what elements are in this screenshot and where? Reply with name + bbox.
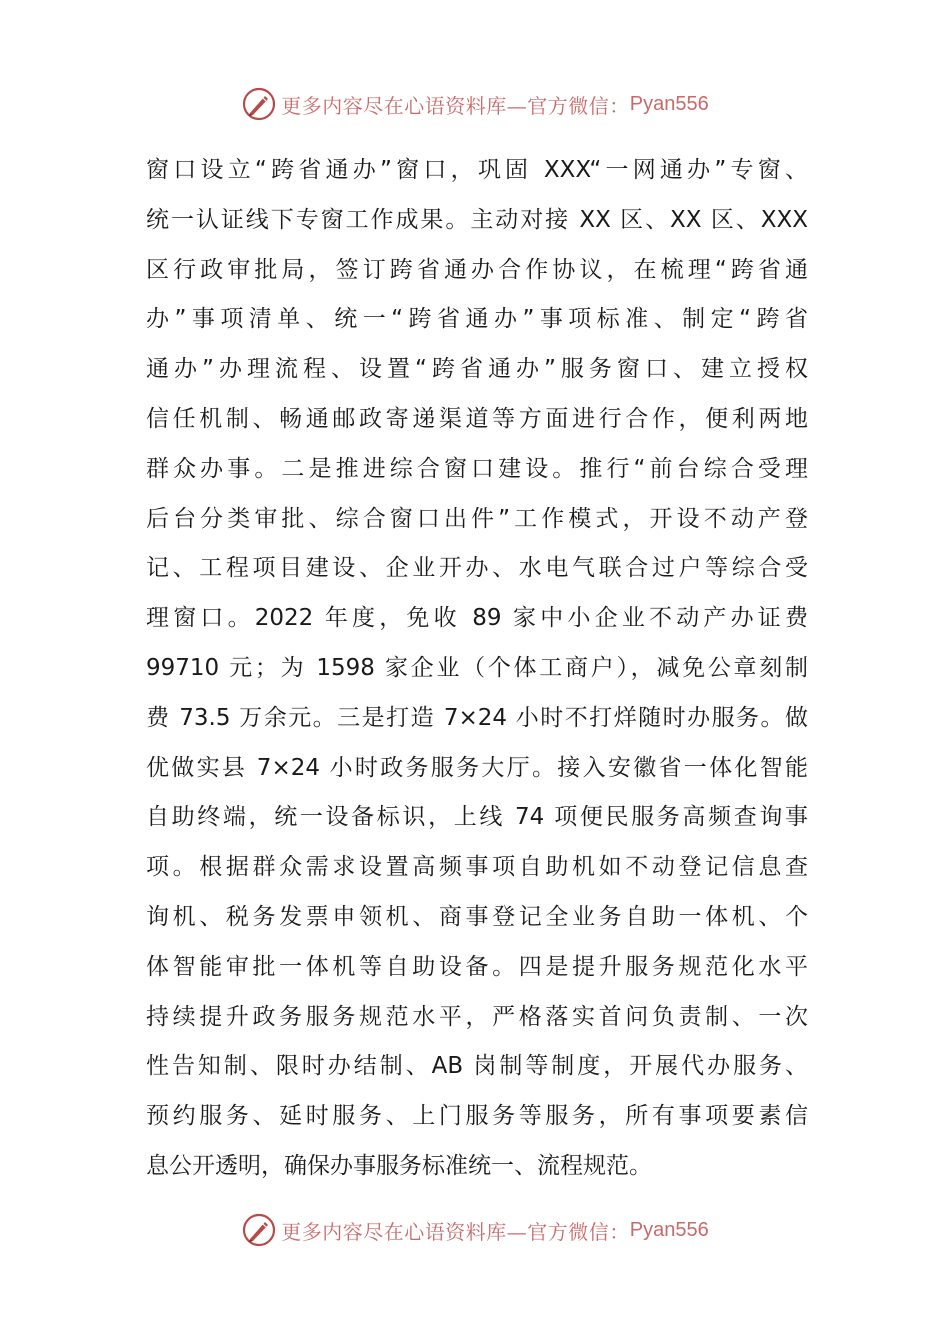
body-line: 性告知制、限时办结制、AB 岗制等制度，开展代办服务、 [146, 1053, 808, 1080]
body-line: 统一认证线下专窗工作成果。主动对接 XX 区、XX 区、XXX [146, 206, 808, 233]
pen-logo-icon [241, 86, 277, 122]
body-line: 项。根据群众需求设置高频事项自助机如不动登记信息查 [146, 854, 808, 881]
header-watermark-banner [0, 82, 950, 126]
body-line: 自助终端，统一设备标识，上线 74 项便民服务高频查询事 [146, 804, 808, 831]
body-line: 理窗口。2022 年度，免收 89 家中小企业不动产办证费 [146, 605, 808, 632]
watermark-text: 更多内容尽在心语资料库—官方微信： [281, 93, 630, 118]
footer-watermark-banner [0, 1208, 950, 1252]
watermark-wechat-id: Pyan556 [629, 1218, 709, 1241]
body-line: 费 73.5 万余元。三是打造 7×24 小时不打烊随时办服务。做 [146, 704, 808, 731]
body-line: 记、工程项目建设、企业开办、水电气联合过户等综合受 [146, 555, 808, 582]
body-line: 后台分类审批、综合窗口出件”工作模式，开设不动产登 [146, 505, 808, 532]
body-line: 信任机制、畅通邮政寄递渠道等方面进行合作，便利两地 [146, 405, 808, 432]
body-line: 息公开透明，确保办事服务标准统一、流程规范。 [146, 1152, 652, 1179]
body-line: 优做实县 7×24 小时政务服务大厅。接入安徽省一体化智能 [146, 754, 808, 781]
body-line: 预约服务、延时服务、上门服务等服务，所有事项要素信 [146, 1103, 808, 1130]
pen-logo-icon [241, 1212, 277, 1248]
body-line: 群众办事。二是推进综合窗口建设。推行“前台综合受理 [146, 455, 808, 482]
document-body [146, 146, 808, 1192]
body-line: 99710 元；为 1598 家企业（个体工商户），减免公章刻制 [146, 654, 808, 681]
body-line: 办”事项清单、统一“跨省通办”事项标准、制定“跨省 [146, 306, 808, 333]
body-line: 询机、税务发票申领机、商事登记全业务自助一体机、个 [146, 903, 808, 930]
watermark-wechat-id: Pyan556 [629, 92, 709, 115]
body-line: 通办”办理流程、设置“跨省通办”服务窗口、建立授权 [146, 356, 808, 383]
watermark-text: 更多内容尽在心语资料库—官方微信： [281, 1219, 630, 1244]
body-line: 持续提升政务服务规范水平，严格落实首问负责制、一次 [146, 1003, 808, 1030]
body-line: 体智能审批一体机等自助设备。四是提升服务规范化水平 [146, 953, 808, 980]
body-line: 区行政审批局，签订跨省通办合作协议，在梳理“跨省通 [146, 256, 808, 283]
body-line: 窗口设立“跨省通办”窗口，巩固 XXX“一网通办”专窗、 [146, 157, 808, 183]
